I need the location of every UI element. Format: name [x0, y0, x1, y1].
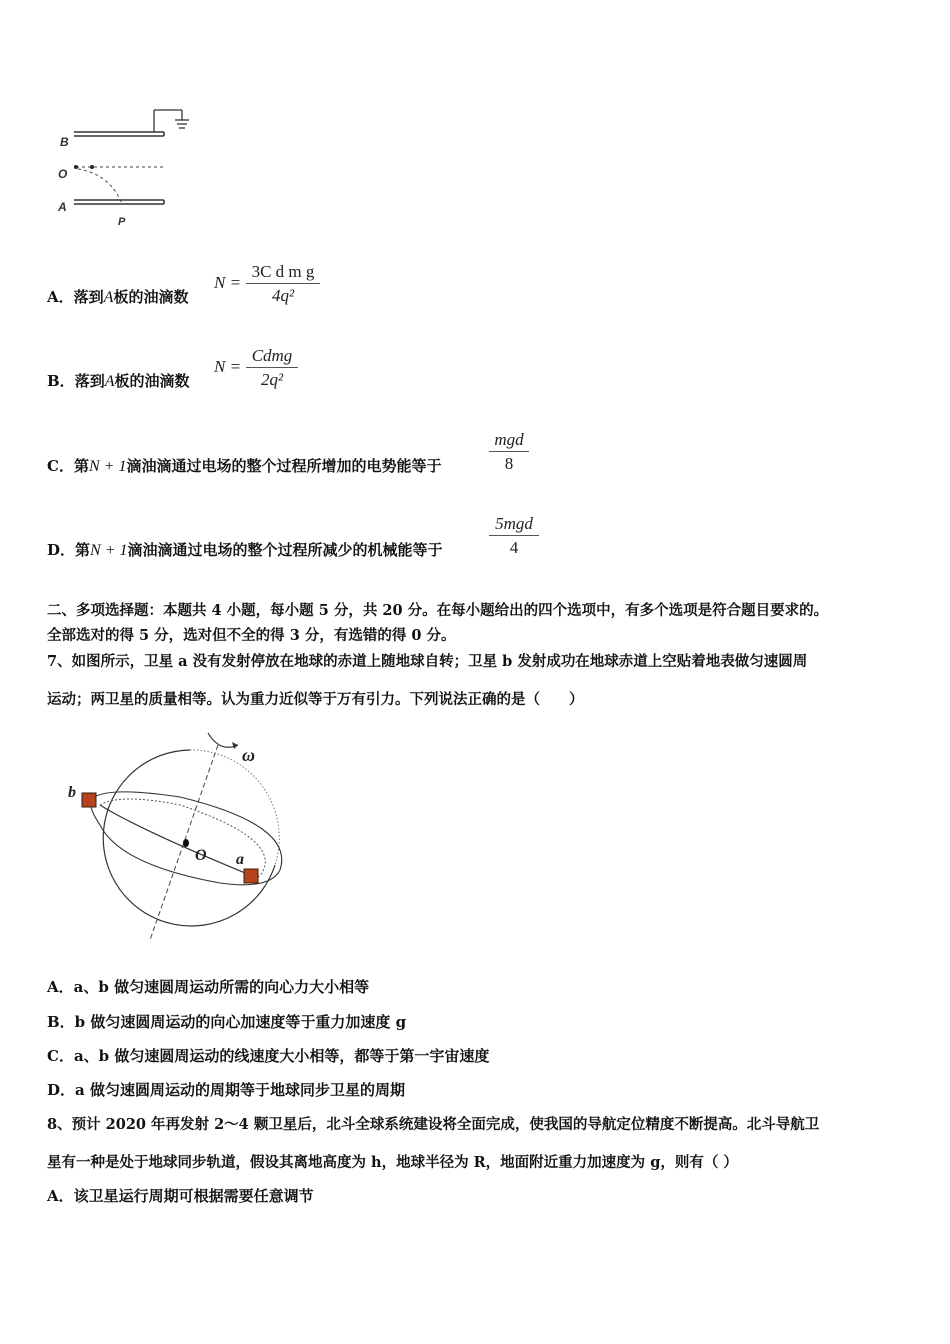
q8-stem-line1: 8、预计 2020 年再发射 2～4 颗卫星后，北斗全球系统建设将全面完成，使我国的导航定位精度不断提高。北斗导航卫 — [47, 1116, 820, 1133]
earth-satellite-figure — [60, 725, 300, 945]
satellite-b — [82, 793, 96, 807]
label-a: a — [236, 851, 244, 868]
label-omega: ω — [242, 745, 256, 765]
section-header-line2: 全部选对的得 5 分，选对但不全的得 3 分，有选错的得 0 分。 — [47, 627, 456, 644]
q7-option-c[interactable]: C．a、b 做匀速圆周运动的线速度大小相等，都等于第一宇宙速度 — [47, 1047, 490, 1065]
eq-label: N = — [214, 273, 242, 292]
section-header-line1: 二、多项选择题：本题共 4 小题，每小题 5 分，共 20 分。在每小题给出的四个选项中，有多个选项是符合题目要求的。 — [47, 602, 829, 619]
eq-label: N = — [214, 357, 242, 376]
label-o: O — [195, 847, 207, 864]
label-o: O — [58, 167, 68, 181]
label-b: b — [68, 784, 76, 801]
capacitor-figure — [52, 100, 202, 235]
earth-outline — [103, 750, 275, 926]
label-b: B — [60, 135, 69, 149]
label-a: A — [58, 200, 67, 214]
fraction: Cdmg 2q² — [246, 346, 298, 390]
q7-stem-line1: 7、如图所示，卫星 a 没有发射停放在地球的赤道上随地球自转；卫星 b 发射成功在地球赤道上空贴着地表做匀速圆周 — [47, 653, 808, 670]
center-point — [183, 839, 189, 847]
q8-option-a[interactable]: A．该卫星运行周期可根据需要任意调节 — [47, 1187, 314, 1205]
q7-option-d[interactable]: D．a 做匀速圆周运动的周期等于地球同步卫星的周期 — [47, 1081, 405, 1099]
satellite-a — [244, 869, 258, 883]
q7-option-b[interactable]: B．b 做匀速圆周运动的向心加速度等于重力加速度 g — [47, 1013, 407, 1031]
q8-stem-line2: 星有一种是处于地球同步轨道，假设其离地高度为 h，地球半径为 R，地面附近重力加速度为 g，则有（ ） — [47, 1154, 738, 1171]
fraction: mgd 8 — [489, 430, 529, 474]
q7-stem-line2: 运动；两卫星的质量相等。认为重力近似等于万有引力。下列说法正确的是（ ） — [47, 691, 584, 708]
q7-option-a[interactable]: A．a、b 做匀速圆周运动所需的向心力大小相等 — [47, 978, 370, 996]
label-p: P — [118, 216, 126, 228]
trajectory — [78, 169, 122, 204]
fraction: 5mgd 4 — [489, 514, 539, 558]
fraction: $\frac{\text{3C d m g}}{\text{4q²}}$ — [246, 262, 320, 306]
